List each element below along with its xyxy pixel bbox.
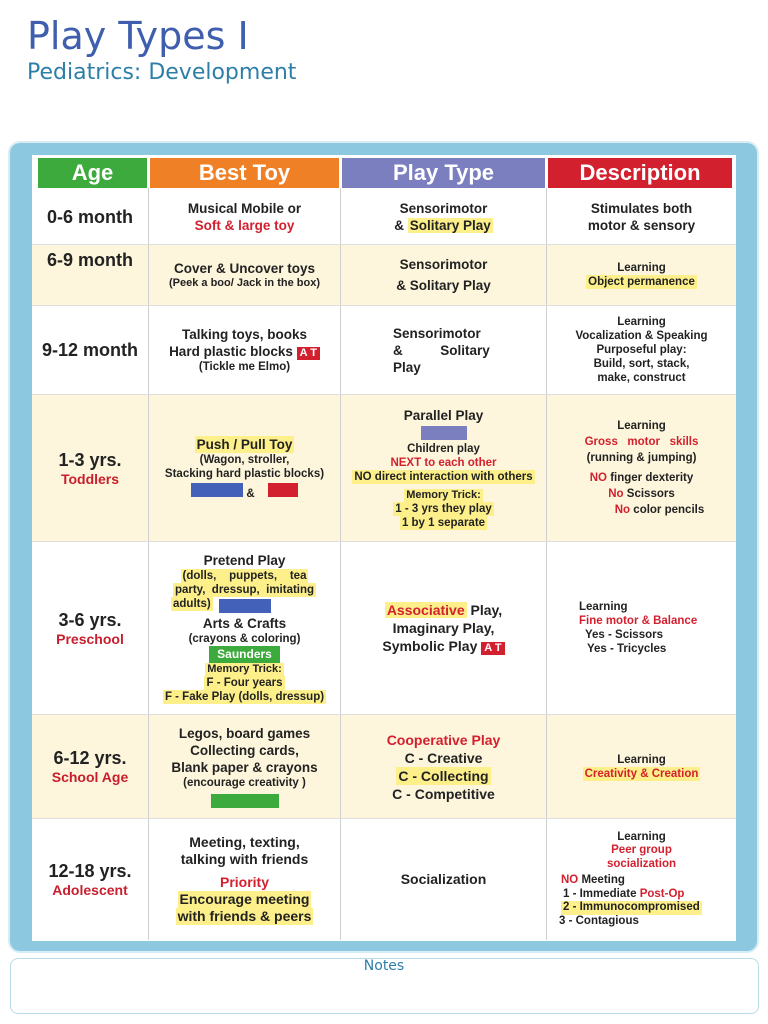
play-text: Solitary Play [409, 218, 491, 233]
color-bar [268, 483, 298, 497]
desc-text: finger dexterity [610, 472, 694, 484]
desc-text: Learning [617, 753, 666, 766]
age-subtitle: Toddlers [60, 470, 120, 487]
desc-text: 2 - Immunocompromised [563, 901, 700, 914]
play-text: Associative [386, 602, 465, 618]
play-text: & Solitary [393, 342, 490, 358]
desc-text: Learning [617, 262, 666, 274]
saunders-tag: Saunders [209, 646, 280, 663]
table-row [32, 542, 736, 714]
row-divider [32, 818, 736, 819]
desc-text: No [614, 504, 631, 516]
play-text: & Solitary Play [396, 278, 491, 293]
desc-text: Creativity & Creation [584, 767, 699, 780]
row-divider [32, 541, 736, 542]
header-play-type: Play Type [342, 158, 545, 188]
toy-text: Musical Mobile or [187, 201, 302, 216]
row-divider [32, 244, 736, 245]
play-text: Play [393, 359, 421, 375]
desc-text: Build, sort, stack, [593, 358, 690, 370]
play-text: C - Collecting [398, 767, 489, 784]
desc-text: Peer group [611, 844, 672, 857]
toy-text: Arts & Crafts [202, 616, 287, 631]
toy-text: talking with friends [180, 851, 309, 867]
toy-text: Collecting cards, [190, 743, 299, 758]
toy-text: Pretend Play [203, 553, 286, 568]
toy-text: Memory Trick: [207, 663, 282, 675]
row-divider [32, 714, 736, 715]
age-cell: 3-6 yrs. [58, 609, 122, 630]
toy-text: Soft & large toy [194, 218, 295, 233]
toy-text: (crayons & coloring) [188, 633, 301, 645]
play-text: Symbolic Play [382, 638, 478, 654]
play-text: C - Competitive [392, 785, 495, 802]
play-text: Imaginary Play, [392, 620, 495, 636]
desc-text: Gross motor skills [584, 436, 699, 448]
toy-text: Hard plastic blocks [169, 344, 293, 359]
row-divider [32, 305, 736, 306]
desc-text: socialization [606, 857, 677, 870]
toy-text: Meeting, texting, [189, 834, 300, 850]
row-divider [32, 394, 736, 395]
toy-text: (dolls, puppets, tea [182, 570, 307, 582]
desc-text: Yes - Scissors [585, 629, 663, 641]
age-cell: 9-12 month [41, 340, 138, 360]
toy-text: Push / Pull Toy [196, 436, 293, 452]
play-text: Play, [470, 602, 503, 618]
page-title: Play Types I [27, 14, 249, 58]
age-subtitle: Adolescent [52, 882, 128, 898]
header-description: Description [548, 158, 732, 188]
desc-text: (running & jumping) [586, 452, 697, 464]
toy-text: Cover & Uncover toys [173, 261, 316, 276]
age-cell: 1-3 yrs. [58, 449, 122, 470]
desc-text: color pencils [633, 504, 705, 516]
play-text: Cooperative Play [386, 731, 501, 748]
play-text: Sensorimotor [393, 325, 481, 341]
desc-text: Learning [579, 601, 628, 613]
play-text: Children play [407, 442, 480, 455]
age-cell: 12-18 yrs. [48, 861, 132, 881]
desc-text: Learning [617, 420, 666, 432]
desc-text: Purposeful play: [596, 344, 687, 356]
table-row [32, 306, 736, 394]
desc-text: Vocalization & Speaking [575, 330, 708, 342]
desc-text: Object permanence [588, 276, 695, 288]
desc-text: No [608, 488, 624, 500]
age-subtitle: School Age [51, 769, 129, 785]
toy-text: (Wagon, stroller, [199, 453, 290, 466]
age-subtitle: Preschool [56, 630, 124, 647]
toy-text: Blank paper & crayons [171, 760, 318, 775]
toy-text: adults) [173, 598, 211, 610]
at-tag: A T [481, 642, 504, 655]
play-text: Memory Trick: [406, 488, 481, 501]
age-cell: 0-6 month [46, 207, 133, 227]
toy-text: party, dressup, imitating [174, 584, 315, 596]
desc-text: motor & sensory [587, 218, 696, 233]
desc-text: Learning [617, 830, 666, 843]
toy-text: F - Four years [206, 677, 283, 689]
play-text: C - Creative [404, 749, 483, 766]
color-bar [191, 483, 243, 497]
play-text: Parallel Play [403, 407, 484, 423]
toy-text: Stacking hard plastic blocks) [164, 467, 325, 480]
column-divider [148, 188, 149, 940]
desc-text: 1 - Immediate [563, 887, 637, 900]
header-best-toy: Best Toy [150, 158, 339, 188]
age-cell: 6-12 yrs. [53, 748, 127, 768]
play-text: NEXT to each other [390, 456, 497, 469]
desc-text: 3 - Contagious [559, 914, 639, 927]
age-cell: 6-9 month [46, 250, 133, 270]
toy-text: Encourage meeting [179, 891, 310, 907]
notes-label: Notes [363, 958, 405, 974]
table-row [32, 190, 736, 244]
toy-text: with friends & peers [177, 908, 312, 924]
color-bar [421, 426, 467, 440]
desc-text: Learning [617, 316, 666, 328]
color-bar [211, 794, 279, 808]
desc-text: NO [561, 874, 579, 887]
desc-text: Stimulates both [590, 201, 693, 216]
header-age: Age [38, 158, 147, 188]
at-tag: A T [297, 347, 320, 360]
toy-text: (Tickle me Elmo) [198, 361, 291, 373]
desc-text: Meeting [581, 874, 625, 887]
play-text: 1 by 1 separate [401, 516, 486, 529]
toy-text: Legos, board games [178, 726, 311, 741]
page-subtitle: Pediatrics: Development [27, 60, 297, 85]
play-text: NO direct interaction with others [354, 470, 533, 483]
table-row [32, 395, 736, 541]
column-divider [546, 188, 547, 940]
toy-text: (Peek a boo/ Jack in the box) [169, 277, 320, 289]
toy-text: F - Fake Play (dolls, dressup) [164, 691, 325, 703]
play-text: 1 - 3 yrs they play [395, 502, 492, 515]
table-row [32, 245, 736, 305]
play-text: & [394, 218, 404, 233]
column-divider [340, 188, 341, 940]
toy-text: Talking toys, books [181, 327, 308, 342]
desc-text: NO [589, 472, 607, 484]
toy-text: & [246, 487, 255, 500]
play-text: Socialization [400, 871, 487, 887]
table-row [32, 819, 736, 940]
desc-text: Fine motor & Balance [579, 615, 698, 627]
desc-text: Scissors [626, 488, 675, 500]
desc-text: Yes - Tricycles [587, 643, 667, 655]
toy-text: Priority [219, 874, 269, 890]
desc-text: make, construct [597, 372, 686, 384]
play-text: Sensorimotor [399, 257, 488, 272]
toy-text: (encourage creativity ) [183, 777, 306, 789]
play-text: Sensorimotor [399, 201, 488, 216]
color-bar [219, 599, 271, 613]
desc-text: Post-Op [639, 887, 685, 900]
table-row [32, 715, 736, 818]
